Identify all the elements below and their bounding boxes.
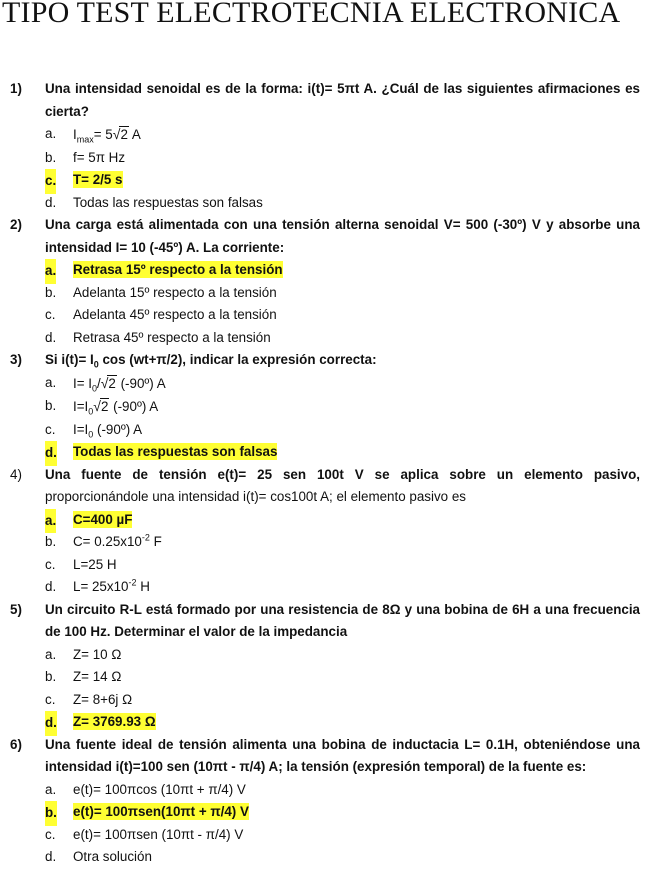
option-letter: d. <box>45 329 57 345</box>
question-number: 1) <box>10 81 22 96</box>
option-b[interactable] <box>0 395 646 419</box>
question-4 <box>0 464 646 599</box>
question-list <box>0 78 646 869</box>
option-text: Otra solución <box>73 849 152 864</box>
question-2 <box>0 214 646 349</box>
option-letter: a. <box>45 374 57 390</box>
page-title: TIPO TEST ELECTROTECNIA ELECTRONICA <box>2 0 621 29</box>
question-text: Un circuito R-L está formado por una resistencia de 8Ω y una bobina de 6H a una frecuencia de 100 Hz. Determinar el valor de la impedancia <box>45 601 640 639</box>
option-b[interactable] <box>0 282 646 305</box>
option-a[interactable] <box>0 779 646 802</box>
option-text: Z= 8+6j Ω <box>73 691 133 707</box>
option-letter: b. <box>45 284 57 300</box>
option-letter: c. <box>45 691 56 707</box>
option-d[interactable] <box>0 846 646 869</box>
option-letter: b. <box>45 149 57 165</box>
option-text: Todas las respuestas son falsas <box>73 444 278 459</box>
option-letter: d. <box>45 579 57 594</box>
option-letter: d. <box>45 711 57 736</box>
question-number: 5) <box>10 601 22 617</box>
option-text: f= 5π Hz <box>73 149 126 165</box>
option-a[interactable] <box>0 259 646 282</box>
question-1 <box>0 78 646 214</box>
question-text: Si $i(t)= I_0$ cos (wt+π/2), indicar la expresión correcta: <box>45 352 377 370</box>
question-number: 3) <box>10 352 22 367</box>
question-stem <box>0 78 646 123</box>
option-list <box>0 509 646 599</box>
option-c[interactable] <box>0 169 646 192</box>
option-letter: d. <box>45 194 57 210</box>
option-d[interactable] <box>0 327 646 350</box>
option-text: Retrasa 45º respecto a la tensión <box>73 329 271 345</box>
option-c[interactable] <box>0 419 646 442</box>
option-letter: c. <box>45 826 56 842</box>
question-number: 6) <box>10 736 22 752</box>
question-6 <box>0 734 646 869</box>
option-text: Todas las respuestas son falsas <box>73 194 263 210</box>
option-list <box>0 779 646 869</box>
option-letter: a. <box>45 259 56 284</box>
sqrt-symbol: √2 <box>112 126 128 142</box>
option-text: C=400 µF <box>73 511 133 527</box>
option-letter: b. <box>45 669 57 684</box>
option-text: $I= I_0/√2$ (-90º) A <box>73 376 166 391</box>
option-text: $C= 0.25x10^{-2}$ F <box>73 532 162 549</box>
option-text: T= 2/5 s <box>73 172 123 187</box>
option-letter: b. <box>45 801 57 826</box>
option-c[interactable] <box>0 824 646 847</box>
option-text: $L= 25x10^{-2}$ H <box>73 577 150 594</box>
question-text: proporcionándole una intensidad i(t)= cos100t A; el elemento pasivo es <box>45 489 466 504</box>
option-letter: c. <box>45 421 56 437</box>
option-text: Z= 3769.93 Ω <box>73 714 156 729</box>
option-d[interactable] <box>0 192 646 215</box>
question-text: Una carga está alimentada con una tensión alterna senoidal V= 500 (-30º) V y absorbe una intensidad I= 10 (-45º) A. La corriente: <box>45 217 640 255</box>
question-stem <box>0 349 646 372</box>
option-b[interactable] <box>0 666 646 689</box>
option-a[interactable] <box>0 509 646 532</box>
question-text: Una intensidad senoidal es de la forma: i(t)= 5πt A. ¿Cuál de las siguientes afirmaciones es cierta? <box>45 81 640 119</box>
question-number: 4) <box>10 466 22 482</box>
option-list <box>0 644 646 734</box>
option-letter: c. <box>45 556 56 572</box>
option-b[interactable] <box>0 147 646 170</box>
option-letter: a. <box>45 646 57 662</box>
option-text: Adelanta 45º respecto a la tensión <box>73 307 277 322</box>
option-letter: d. <box>45 849 57 864</box>
option-text: L=25 H <box>73 556 117 572</box>
option-text: e(t)= 100πcos (10πt + π/4) V <box>73 781 246 797</box>
option-list <box>0 372 646 464</box>
option-a[interactable] <box>0 123 646 147</box>
option-text: $I=I_0√2$ (-90º) A <box>73 399 158 414</box>
option-list <box>0 123 646 214</box>
option-text: Z= 14 Ω <box>73 669 122 684</box>
option-list <box>0 259 646 349</box>
option-text: Adelanta 15º respecto a la tensión <box>73 284 277 300</box>
option-b[interactable] <box>0 531 646 554</box>
option-letter: a. <box>45 509 56 534</box>
option-letter: d. <box>45 441 57 466</box>
question-text: Una fuente ideal de tensión alimenta una bobina de inductacia L= 0.1H, obteniéndose una intensidad i(t)=100 sen (10πt - π/4) A; la tensión (expresión temporal) de la fuente es: <box>45 736 640 774</box>
question-stem <box>0 464 646 509</box>
question-stem <box>0 734 646 779</box>
option-text: e(t)= 100πsen(10πt + π/4) V <box>73 804 249 819</box>
sqrt-symbol: √2 <box>100 374 116 391</box>
option-letter: c. <box>45 169 56 194</box>
sqrt-symbol: √2 <box>93 398 109 414</box>
option-letter: a. <box>45 126 57 141</box>
option-d[interactable] <box>0 441 646 464</box>
option-c[interactable] <box>0 554 646 577</box>
question-number: 2) <box>10 217 22 232</box>
option-c[interactable] <box>0 689 646 712</box>
option-d[interactable] <box>0 576 646 599</box>
option-text: Retrasa 15º respecto a la tensión <box>73 262 283 277</box>
option-text: e(t)= 100πsen (10πt - π/4) V <box>73 826 244 842</box>
option-a[interactable] <box>0 644 646 667</box>
option-text: $I_{max}= 5√2$ A <box>73 127 141 142</box>
option-c[interactable] <box>0 304 646 327</box>
option-letter: b. <box>45 398 57 413</box>
question-5 <box>0 599 646 734</box>
option-d[interactable] <box>0 711 646 734</box>
option-letter: b. <box>45 534 57 549</box>
option-a[interactable] <box>0 372 646 396</box>
option-text: $I=I_0$ (-90º) A <box>73 421 143 440</box>
option-b[interactable] <box>0 801 646 824</box>
question-text-bold: Una fuente de tensión e(t)= 25 sen 100t V se aplica sobre un elemento pasivo, <box>45 466 640 482</box>
question-3 <box>0 349 646 464</box>
option-letter: a. <box>45 781 57 797</box>
question-stem <box>0 599 646 644</box>
question-stem <box>0 214 646 259</box>
option-text: Z= 10 Ω <box>73 646 122 662</box>
option-letter: c. <box>45 307 56 322</box>
